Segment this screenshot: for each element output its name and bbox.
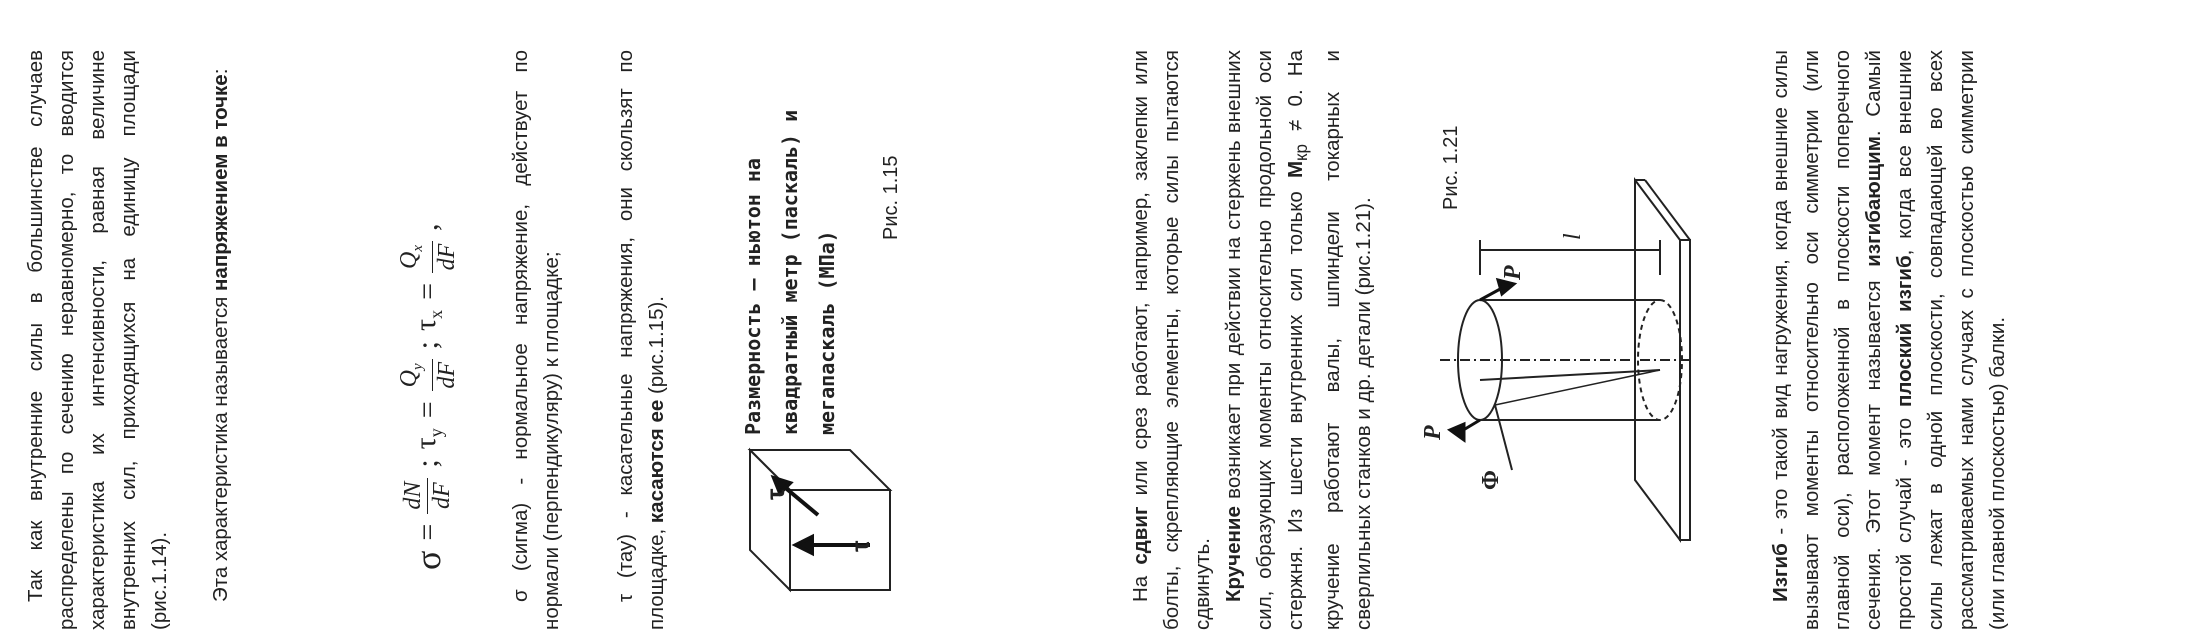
frac1-denominator: dF [429,482,456,509]
shear-term: сдвиг [1129,506,1152,565]
torsion-moment: М [1284,160,1307,179]
fraction-dN-dF [399,478,456,514]
shaft-figure [1420,160,1740,580]
bending-text3: , когда все внешние силы лежат в одной плоскости, совпадающей во всех рассматриваемых нами случаях с плоскостью симметрии (или главной плоскостью) балки. [1893,50,2009,630]
tau-y-sub: y [425,428,446,438]
bending-term: Изгиб [1769,543,1792,602]
torsion-end: ≠ 0. На кручение работают валы, шпиндели токарных и сверлильных станков и др. детали (рис.1.21). [1284,50,1376,630]
tau-desc-suffix: (рис.1.15). [645,295,668,400]
separator: ; [410,340,444,350]
equals-sign: = [410,401,444,419]
length-l-label: l [1560,233,1586,240]
frac3-numerator [395,241,433,273]
sigma-description [505,50,567,630]
frac2-Q: Q [396,369,422,388]
sigma-symbol: σ [407,550,448,570]
bending-text2: . Самый простой случай - это [1862,50,1916,630]
frac3-sub: x [409,244,426,252]
tau-x-symbol: τ [408,318,442,331]
intro-paragraph [20,50,175,630]
stress-term: напряжением в точке [209,74,232,291]
frac2-sub: y [409,363,426,370]
cube-figure [730,410,930,610]
formula-comma: , [410,223,444,231]
dimension-note: Размерность – ньютон на квадратный метр (паскаль) и мегапаскаль (МПа) [741,109,839,435]
sigma-desc-text: σ (сигма) - нормальное напряжение, действует по нормали (перпендикуляру) к площадке; [509,50,563,630]
tau-y-symbol: τ [408,437,442,450]
bending-text [1765,50,2013,630]
frac3-denominator: dF [433,243,460,271]
shear-text: или срез работают, например, заклепки или болты, скрепляющие элементы, которые силы пытаются сдвинуть. [1129,50,1214,630]
tau-label-1: τ [845,540,875,552]
equals-sign: = [410,523,444,541]
separator: ; [410,459,444,468]
tau-x-sub: x [425,309,446,319]
tau-desc-bold: касаются ее [645,399,668,524]
tau-desc-prefix: τ (тау) - касательные напряжения, они скользят по площадке, [614,50,668,630]
tau-label-2: τ [760,488,790,500]
fraction-Qy-dF [395,359,461,391]
torsion-term: Кручение [1222,506,1245,602]
bending-term3: плоский изгиб [1893,255,1916,408]
torsion-text: возникает при действии на стержень внешних сил, образующих моменты относительно продольной оси стержня. Из шести внутренних сил только [1222,50,1307,630]
frac3-Q: Q [396,251,422,269]
intro-text: Так как внутренние силы в большинстве случаев распределены по сечению неравномерно, то вводится характеристика их интенсивности, равная величине внутренних сил, приходящихся на единицу площади (рис.1.14). [24,50,171,630]
tau-y [409,428,447,449]
stress-formula [395,223,461,570]
bending-term2: изгибающим [1862,136,1885,267]
shear-prefix: На [1129,564,1152,602]
force-P-top-label: P [1420,425,1446,440]
torsion-moment-sub: кр [1292,143,1312,161]
stress-colon: : [209,68,232,75]
frac2-denominator: dF [433,361,460,389]
fraction-Qx-dF [395,241,461,273]
stress-prefix: Эта характеристика называется [209,290,232,602]
stress-definition [205,50,236,630]
frac2-numerator [395,359,433,391]
tau-x [409,310,447,331]
equals-sign: = [410,282,444,300]
frac1-numerator: dN [399,478,428,514]
force-P-right-label: P [1500,265,1526,280]
tau-description [610,50,672,630]
angle-phi-label: Φ [1478,470,1504,490]
fig-1-15-caption: Рис. 1.15 [880,155,902,240]
bending-text1: - это такой вид нагружения, когда внешние силы вызывают моменты относительно оси симметрии (или главной оси), расположенной в плоскости поперечного сечения. Этот момент называется [1769,50,1885,630]
fig-1-21-caption: Рис. 1.21 [1440,125,1462,210]
shear-torsion-text [1125,50,1379,630]
